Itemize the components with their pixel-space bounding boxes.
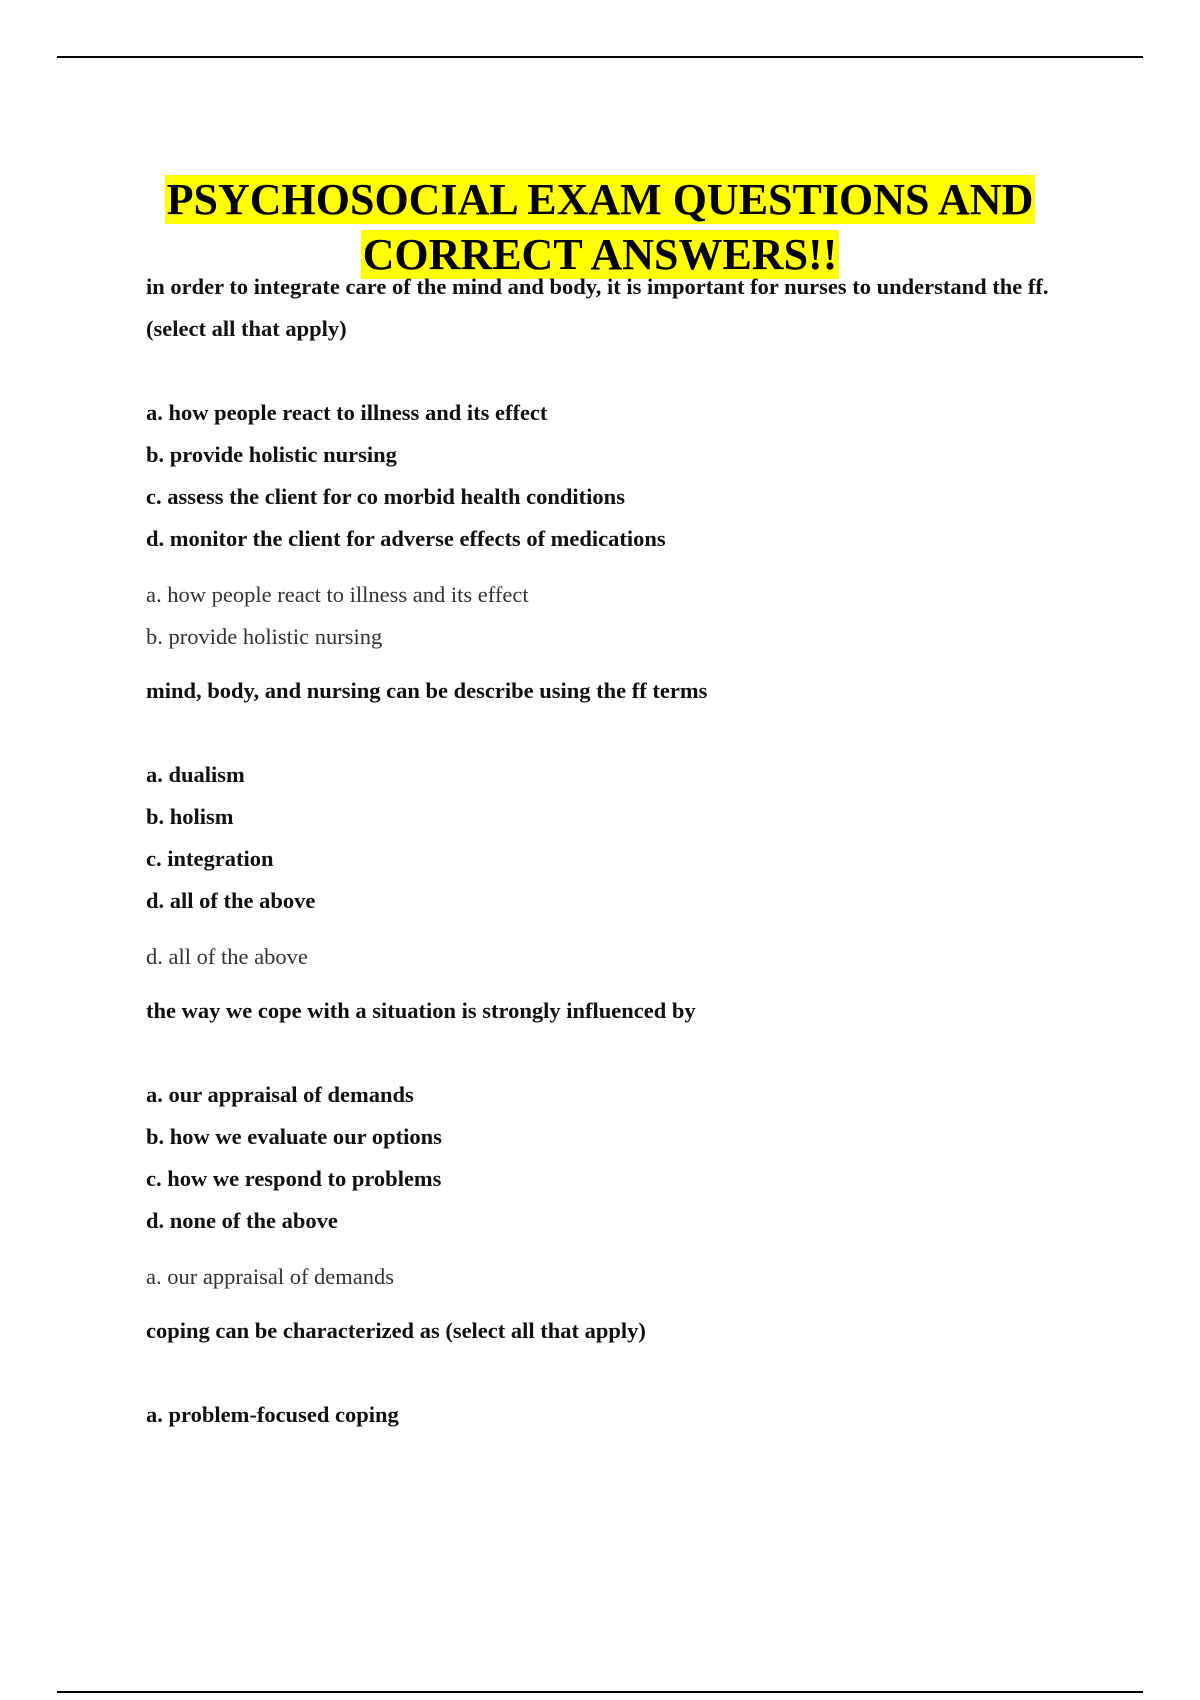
question-text: the way we cope with a situation is strongly influenced by [146, 998, 696, 1023]
option-item: c. how we respond to problems [146, 1166, 442, 1191]
option-item: a. dualism [146, 762, 245, 787]
answer-item: a. our appraisal of demands [146, 1264, 395, 1289]
option-item: d. all of the above [146, 888, 316, 913]
option-item: d. monitor the client for adverse effects of medications [146, 526, 666, 551]
option-item: a. our appraisal of demands [146, 1082, 414, 1107]
question-block [146, 266, 1066, 658]
option-list [146, 1074, 1066, 1242]
option-item: b. holism [146, 804, 234, 829]
option-item: a. problem-focused coping [146, 1402, 399, 1427]
answer-list [146, 1256, 1066, 1298]
question-block [146, 1310, 1066, 1436]
option-list [146, 754, 1066, 922]
option-item: d. none of the above [146, 1208, 338, 1233]
title-line-2: CORRECT ANSWERS!! [362, 230, 838, 280]
option-item: b. how we evaluate our options [146, 1124, 442, 1149]
question-block [146, 670, 1066, 978]
answer-list [146, 936, 1066, 978]
question-text: mind, body, and nursing can be describe using the ff terms [146, 678, 708, 703]
answer-item: d. all of the above [146, 944, 308, 969]
footer-rule [57, 1691, 1143, 1693]
question-block [146, 990, 1066, 1298]
option-item: c. assess the client for co morbid health conditions [146, 484, 625, 509]
answer-item: a. how people react to illness and its effect [146, 582, 529, 607]
option-item: c. integration [146, 846, 274, 871]
option-list [146, 1394, 1066, 1436]
title-line-1: PSYCHOSOCIAL EXAM QUESTIONS AND [166, 175, 1034, 225]
header-rule [57, 56, 1143, 58]
answer-item: b. provide holistic nursing [146, 624, 383, 649]
answer-list [146, 574, 1066, 658]
option-item: a. how people react to illness and its effect [146, 400, 548, 425]
option-item: b. provide holistic nursing [146, 442, 397, 467]
question-list [146, 266, 1066, 1450]
option-list [146, 392, 1066, 560]
question-text: in order to integrate care of the mind and body, it is important for nurses to understand the ff. (select all that apply) [146, 274, 1049, 341]
question-text: coping can be characterized as (select all that apply) [146, 1318, 646, 1343]
